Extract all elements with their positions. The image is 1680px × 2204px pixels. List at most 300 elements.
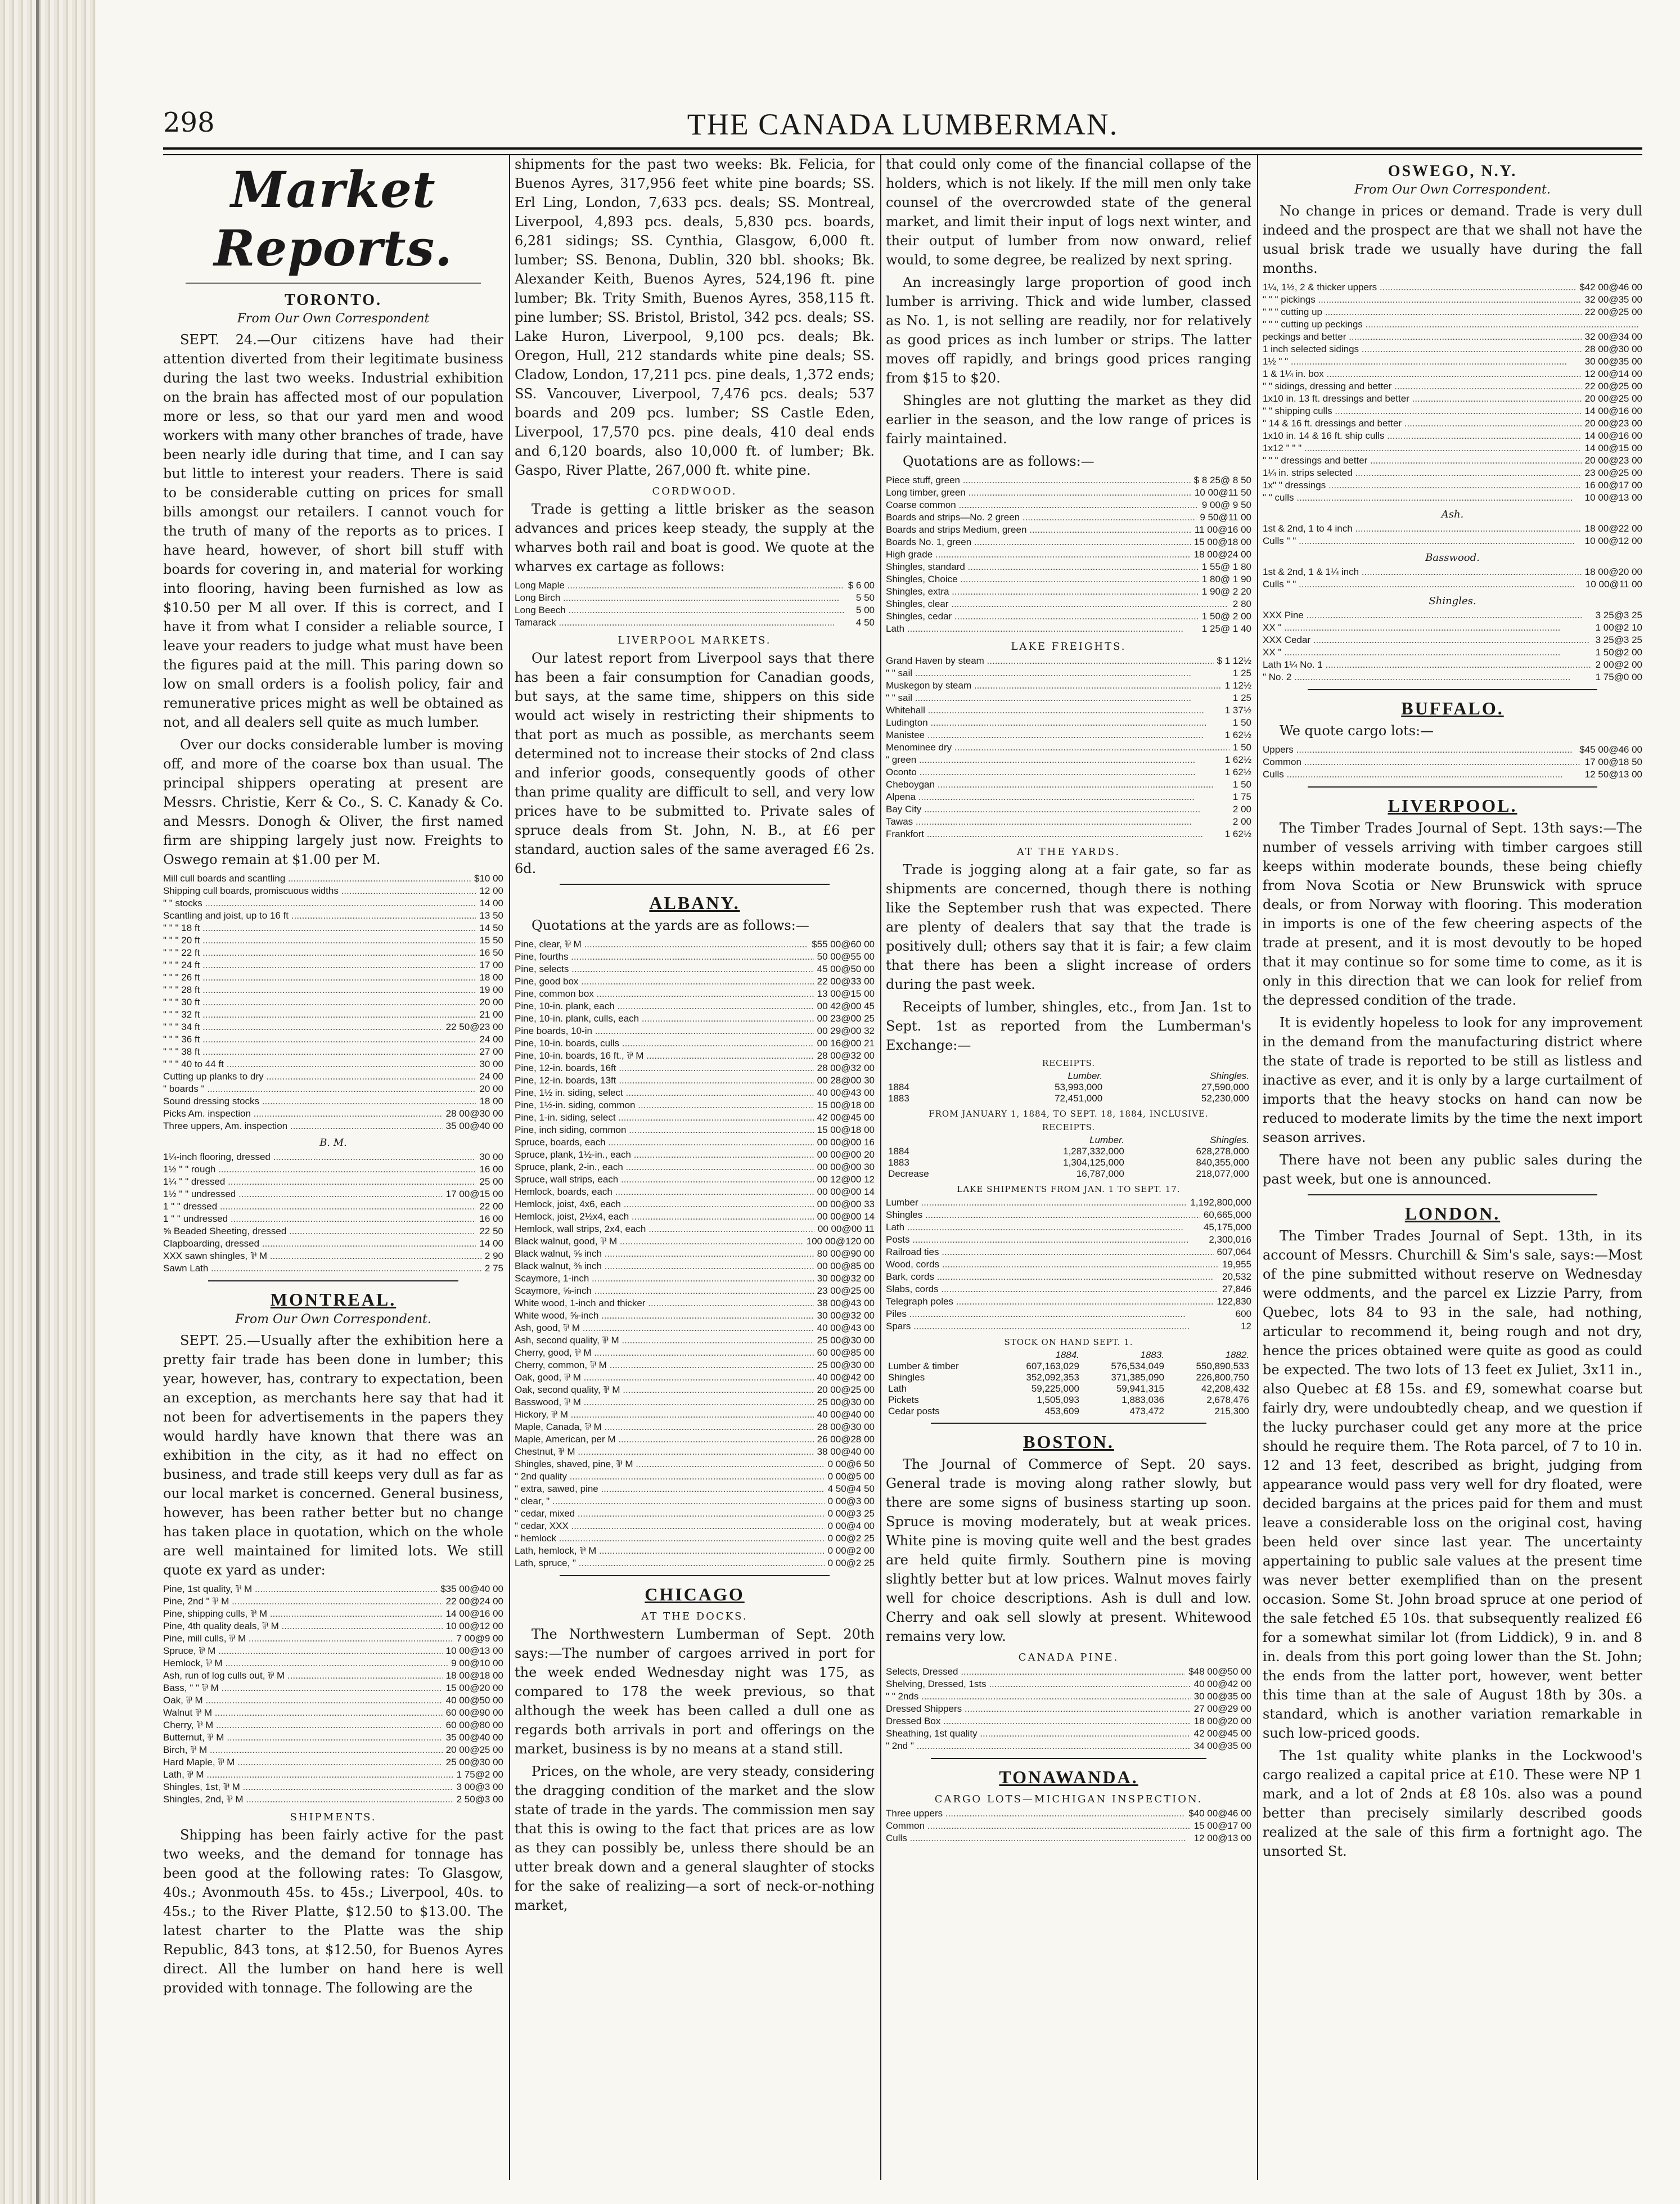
price-label: Posts ..... (886, 1234, 1205, 1246)
price-row (886, 610, 1251, 623)
table-cell: 53,993,000 (1055, 1082, 1103, 1092)
price-value: 13 50 (479, 910, 503, 921)
price-value: 22 00@25 00 (1584, 307, 1642, 317)
price-value: 19 00 (479, 984, 503, 995)
price-value: 30 00@35 00 (1584, 356, 1642, 367)
price-value: 40 00@42 00 (817, 1372, 875, 1383)
price-label: Shingles, Choice ..... (886, 573, 1199, 586)
price-row (515, 1037, 875, 1050)
price-value: 14 50 (479, 923, 503, 933)
price-label: Pine, shipping culls, ⅌ M ..... (163, 1608, 443, 1620)
price-row (515, 1359, 875, 1371)
table-cell: 27,590,000 (1201, 1082, 1249, 1092)
header-rule (163, 147, 1642, 155)
price-row (886, 1197, 1251, 1209)
price-label: Dressed Box ..... (886, 1715, 1191, 1728)
price-row (163, 959, 503, 971)
price-value: 28 00@30 00 (1584, 344, 1642, 354)
price-row (1263, 455, 1642, 467)
price-row (515, 1272, 875, 1285)
london-heading: LONDON. (1404, 1203, 1501, 1224)
price-label: 1¼, 1½, 2 & thicker uppers ..... (1263, 281, 1576, 294)
table-cell: 453,609 (1044, 1406, 1079, 1416)
price-value: 15 00@20 00 (445, 1683, 503, 1693)
column-3 (886, 155, 1251, 2180)
section-rule (186, 282, 481, 284)
albany-price-list (515, 938, 875, 1569)
price-value: 16 00@17 00 (1584, 480, 1642, 491)
price-row (163, 872, 503, 885)
price-label: " " " cutting up ..... (1263, 306, 1582, 318)
price-row (163, 1046, 503, 1058)
price-row (163, 1225, 503, 1238)
price-value: $ 8 25@ 8 50 (1193, 475, 1251, 485)
price-label: Pine, 1½ in. siding, select ..... (515, 1087, 814, 1099)
chicago-heading: CHICAGO (645, 1584, 745, 1604)
price-label: Shingles, 1st, ⅌ M ..... (163, 1781, 453, 1793)
price-value: 27 00 (479, 1046, 503, 1057)
price-label: Picks Am. inspection ..... (163, 1108, 443, 1120)
price-value: $ 1 12½ (1217, 655, 1251, 666)
price-row (515, 1297, 875, 1310)
table-row (886, 1395, 1251, 1406)
price-value: 22 50@23 00 (445, 1022, 503, 1032)
price-row (515, 1446, 875, 1458)
price-value: 1 50 (1232, 742, 1251, 753)
price-label: 1½ " " ..... (1263, 356, 1582, 368)
price-row (515, 1371, 875, 1384)
price-row (886, 704, 1251, 717)
price-row (1263, 578, 1642, 591)
price-label: " " " 24 ft ..... (163, 959, 476, 971)
price-row (515, 963, 875, 975)
price-row (515, 1347, 875, 1359)
price-row (886, 1666, 1251, 1678)
price-value: 14 00 (479, 1238, 503, 1249)
price-label: Cherry, ⅌ M ..... (163, 1719, 443, 1731)
price-row (515, 951, 875, 963)
price-value: 20 00 (479, 1083, 503, 1094)
price-row (163, 971, 503, 984)
price-row (515, 1050, 875, 1062)
price-label: ⅝ Beaded Sheeting, dressed ..... (163, 1225, 476, 1238)
price-row (1263, 281, 1642, 294)
price-row (886, 667, 1251, 680)
ash-label: Ash. (1441, 509, 1464, 520)
price-row (163, 1070, 503, 1083)
price-value: 35 00@40 00 (445, 1732, 503, 1743)
price-value: $48 00@50 00 (1188, 1666, 1251, 1677)
price-row (886, 803, 1251, 816)
price-label: " " " 32 ft ..... (163, 1009, 476, 1021)
table-cell: 628,278,000 (1196, 1146, 1249, 1157)
table-cell: 1884 (888, 1082, 909, 1092)
price-label: Birch, ⅌ M ..... (163, 1744, 443, 1756)
price-label: 1 & 1¼ in. box ..... (1263, 368, 1582, 380)
price-label: " 2nd quality ..... (515, 1470, 825, 1483)
price-label: Tawas ..... (886, 816, 1229, 828)
price-value: 14 00@15 00 (1584, 443, 1642, 453)
price-value: 42 00@45 00 (817, 1112, 875, 1123)
price-label: Selects, Dressed ..... (886, 1666, 1185, 1678)
price-row (886, 680, 1251, 692)
column-header (886, 1070, 958, 1082)
price-value: 00 00@00 14 (817, 1186, 875, 1197)
stock-caption: STOCK ON HAND SEPT. 1. (1004, 1337, 1133, 1347)
price-row (163, 1756, 503, 1769)
price-label: " " " cutting up peckings ..... (1263, 318, 1639, 331)
price-value: 60 00@85 00 (817, 1347, 875, 1358)
oswego-paragraph: No change in prices or demand. Trade is very dull indeed and the prospect are that we shall not have the usual brisk trade we usually have during the fall months. (1263, 203, 1642, 276)
price-row (163, 1793, 503, 1806)
liverpool-markets-paragraph: Our latest report from Liverpool says that there has been a fair consumption for Canadian goods, but says, at the same time, shippers on this side would act wisely in restricting their shipments to that port as much as possible, as merchants seem determined not to increase their stocks of 2nd class and inferior goods, consequently goods of other than prime quality are difficult to sell, and very low prices have to be submitted to. Private sales of spruce deals from St. John, N. B., at £6 per standard, auction sales of the same averaged £6 2s. 6d. (515, 650, 875, 876)
price-value: 22 00@25 00 (1584, 381, 1642, 392)
price-row (886, 692, 1251, 704)
table-header-row (886, 1350, 1251, 1361)
price-value: 9 00@10 00 (451, 1658, 503, 1668)
price-row (515, 1124, 875, 1136)
price-label: Piles ..... (886, 1308, 1232, 1320)
boston-heading: BOSTON. (1023, 1432, 1114, 1452)
price-label: Pine, 12-in. boards, 16ft ..... (515, 1062, 814, 1074)
price-value: 38 00@43 00 (817, 1298, 875, 1308)
price-label: Oak, second quality, ⅌ M ..... (515, 1384, 814, 1396)
table-cell: 576,534,049 (1111, 1361, 1164, 1371)
price-row (1263, 368, 1642, 380)
price-label: " No. 2 ..... (1263, 671, 1592, 683)
section-rule (208, 1280, 458, 1281)
column-2 (515, 155, 875, 2180)
price-label: Pine, mill culls, ⅌ M ..... (163, 1632, 453, 1645)
price-label: Shipping cull boards, promiscuous widths ..... (163, 885, 476, 897)
price-label: 1½ " " rough ..... (163, 1163, 476, 1176)
table-cell: 473,472 (1129, 1406, 1164, 1416)
price-value: 17 00 (479, 960, 503, 970)
price-value: 1 75 (1232, 791, 1251, 802)
price-row (163, 885, 503, 897)
price-value: 1 50 (1232, 717, 1251, 728)
table-cell: 1883 (888, 1157, 909, 1168)
price-label: High grade ..... (886, 548, 1191, 561)
price-row (886, 1703, 1251, 1715)
price-value: $42 00@46 00 (1579, 282, 1642, 293)
price-label: " " " 20 ft ..... (163, 934, 476, 947)
price-label: 1¼-inch flooring, dressed ..... (163, 1151, 476, 1163)
column-rule (880, 155, 881, 2180)
price-row (163, 996, 503, 1009)
price-row (1263, 331, 1642, 343)
price-label: Shingles, cedar ..... (886, 610, 1199, 623)
price-label: Coarse common ..... (886, 499, 1199, 511)
price-value: 23 00@25 00 (817, 1285, 875, 1296)
page-binding (0, 0, 96, 2204)
price-label: Cherry, good, ⅌ M ..... (515, 1347, 814, 1359)
price-row (515, 1433, 875, 1446)
price-row (515, 1421, 875, 1433)
price-label: Lath, hemlock, ⅌ M ..... (515, 1545, 825, 1557)
price-row (1263, 430, 1642, 442)
price-value: $40 00@46 00 (1188, 1808, 1251, 1819)
price-value: 1 25 (1232, 692, 1251, 703)
price-row (515, 1545, 875, 1557)
price-value: 20 00@25 00 (445, 1744, 503, 1755)
price-label: Mill cull boards and scantling ..... (163, 872, 471, 885)
price-label: Oak, good, ⅌ M ..... (515, 1371, 814, 1384)
price-label: " " " pickings ..... (1263, 294, 1582, 306)
price-row (163, 947, 503, 959)
price-row (515, 1557, 875, 1569)
price-row (515, 1211, 875, 1223)
price-label: " " " 30 ft ..... (163, 996, 476, 1009)
price-label: Spruce, wall strips, each ..... (515, 1173, 814, 1186)
price-value: 00 00@00 33 (817, 1199, 875, 1209)
section-rule (931, 1423, 1206, 1424)
price-row (515, 1334, 875, 1347)
price-label: Manistee ..... (886, 729, 1222, 741)
price-row (1263, 479, 1642, 492)
price-row (886, 474, 1251, 487)
price-value: 13 00@15 00 (817, 988, 875, 999)
price-value: 80 00@90 00 (817, 1248, 875, 1259)
price-label: Oak, ⅌ M ..... (163, 1694, 443, 1707)
price-label: Hemlock, boards, each ..... (515, 1186, 814, 1198)
price-row (515, 1260, 875, 1272)
binding-line (36, 0, 39, 2204)
price-value: $55 00@60 00 (812, 939, 875, 950)
price-label: White wood, ⅝-inch ..... (515, 1310, 814, 1322)
table-cell: 352,092,353 (1026, 1372, 1079, 1383)
price-value: $10 00 (474, 873, 503, 884)
price-row (1263, 535, 1642, 547)
price-row (1263, 294, 1642, 306)
toronto-byline: From Our Own Correspondent (237, 312, 430, 326)
price-value: 1 37½ (1224, 705, 1251, 716)
price-value: 20 00 (479, 997, 503, 1007)
price-row (886, 623, 1251, 635)
lake-freights-heading: LAKE FREIGHTS. (1011, 641, 1127, 653)
stock-table (886, 1350, 1251, 1417)
price-row (163, 984, 503, 996)
price-row (886, 1271, 1251, 1283)
receipts2-heading: RECEIPTS. (1042, 1122, 1096, 1132)
price-value: 5 00 (855, 605, 875, 615)
chicago-paragraph: Shingles are not glutting the market as they did earlier in the season, and the low range of prices is fairly maintained. (886, 393, 1251, 447)
table-cell: 1883 (888, 1093, 909, 1104)
price-label: Lumber ..... (886, 1197, 1187, 1209)
liverpool-paragraph: The Timber Trades Journal of Sept. 13th says:—The number of vessels arriving with timber cargoes still keeps within moderate bounds, these being chiefly from Nova Scotia or New Brunswick with spruce deals, or from Norway with flooring. This moderation in imports is one of the few cheering aspects of the trade at present, and it is most devoutly to be hoped that it may continue so for some time to come, as it is only in this direction that we can look for relief from the depressed condition of the trade. (1263, 820, 1642, 1008)
yards-paragraph: Trade is jogging along at a fair gate, so far as shipments are concerned, though there is nothing like the September rush that was expected. There are plenty of dealers that say that the trade is positively dull; others say that it is fair; a few claim that there has been a slight increase of orders during the past week. (886, 862, 1251, 992)
price-value: 9 00@ 9 50 (1201, 500, 1251, 510)
price-value: 35 00@40 00 (445, 1121, 503, 1131)
price-row (515, 592, 875, 604)
price-value: 1 62½ (1224, 829, 1251, 839)
chicago-quotes-intro: Quotations are as follows:— (903, 453, 1095, 469)
price-row (515, 617, 875, 629)
price-label: Culls ..... (1263, 768, 1582, 781)
price-label: Three uppers, Am. inspection ..... (163, 1120, 443, 1132)
price-label: Ash, good, ⅌ M ..... (515, 1322, 814, 1334)
price-label: Long timber, green ..... (886, 487, 1191, 499)
price-value: 16 50 (479, 947, 503, 958)
price-row (515, 1161, 875, 1173)
price-value: 2,300,016 (1209, 1234, 1251, 1245)
price-value: 60,665,000 (1203, 1209, 1251, 1220)
price-label: Pine, 1st quality, ⅌ M ..... (163, 1583, 437, 1595)
price-row (1263, 744, 1642, 756)
price-row (886, 655, 1251, 667)
price-label: Hickory, ⅌ M ..... (515, 1409, 814, 1421)
price-value: 1 75@2 00 (456, 1769, 503, 1780)
price-value: $ 6 00 (848, 580, 875, 591)
price-label: Basswood, ⅌ M ..... (515, 1396, 814, 1409)
toronto-flooring-price-list (163, 1151, 503, 1275)
column-header: 1884. (1055, 1350, 1079, 1360)
price-value: 00 28@00 30 (817, 1075, 875, 1086)
price-label: Shingles, standard ..... (886, 561, 1199, 573)
price-label: XXX sawn shingles, ⅌ M ..... (163, 1250, 481, 1262)
price-value: 20 00@23 00 (1584, 455, 1642, 466)
price-label: " " " 26 ft ..... (163, 971, 476, 984)
price-label: 1¼ " " dressed ..... (163, 1176, 476, 1188)
price-row (163, 1645, 503, 1657)
price-value: 100 00@120 00 (806, 1236, 875, 1247)
price-value: 00 00@00 14 (817, 1211, 875, 1222)
price-row (886, 573, 1251, 586)
oswego-basswood-list (1263, 566, 1642, 591)
price-row (886, 729, 1251, 741)
price-label: " " 2nds ..... (886, 1690, 1191, 1703)
price-value: 28 00@30 00 (817, 1422, 875, 1432)
tonawanda-price-list (886, 1807, 1251, 1845)
price-row (515, 1013, 875, 1025)
price-row (163, 922, 503, 934)
price-value: 18 00@24 00 (1193, 549, 1251, 560)
price-label: 1x12 " " " ..... (1263, 442, 1582, 455)
price-label: Frankfort ..... (886, 828, 1222, 840)
price-label: Maple, American, per M ..... (515, 1433, 814, 1446)
price-label: " " " 18 ft ..... (163, 922, 476, 934)
receipts-heading: RECEIPTS. (1042, 1058, 1096, 1068)
price-row (886, 1283, 1251, 1296)
price-row (515, 1458, 875, 1470)
price-value: 00 00@00 30 (817, 1162, 875, 1172)
price-row (163, 1670, 503, 1682)
price-label: Shingles ..... (886, 1209, 1200, 1221)
price-row (886, 1296, 1251, 1308)
table-cell: 550,890,533 (1196, 1361, 1249, 1371)
price-row (886, 1221, 1251, 1234)
price-value: 2 75 (484, 1263, 503, 1274)
price-row (515, 604, 875, 617)
price-label: Lath ..... (886, 623, 1199, 635)
price-label: Pine, 4th quality deals, ⅌ M ..... (163, 1620, 443, 1632)
bm-label: B. M. (319, 1137, 347, 1149)
price-label: Pine, fourths ..... (515, 951, 814, 963)
price-value: 2 90 (484, 1251, 503, 1261)
price-row (1263, 306, 1642, 318)
price-label: XXX Cedar ..... (1263, 634, 1592, 646)
price-label: " " shipping culls ..... (1263, 405, 1582, 417)
price-row (163, 1707, 503, 1719)
price-value: $45 00@46 00 (1579, 744, 1642, 755)
price-row (886, 1320, 1251, 1333)
price-value: 27 00@29 00 (1193, 1703, 1251, 1714)
price-value: 17 00@15 00 (445, 1189, 503, 1199)
tonawanda-heading: TONAWANDA. (999, 1767, 1138, 1787)
price-label: Hemlock, ⅌ M ..... (163, 1657, 448, 1670)
oswego-byline: From Our Own Correspondent. (1354, 183, 1551, 197)
price-value: 11 00@16 00 (1194, 524, 1251, 535)
price-value: 0 00@3 00 (827, 1496, 875, 1506)
price-label: Pine, clear, ⅌ M ..... (515, 938, 808, 951)
price-value: 40 00@43 00 (817, 1087, 875, 1098)
price-value: 15 00@18 00 (817, 1125, 875, 1135)
price-label: Black walnut, ⅝ inch ..... (515, 1248, 814, 1260)
price-row (1263, 659, 1642, 671)
price-value: 50 00@55 00 (817, 951, 875, 962)
albany-heading: ALBANY. (649, 893, 740, 913)
table-cell: 607,163,029 (1026, 1361, 1079, 1371)
price-value: 14 00@16 00 (445, 1608, 503, 1619)
price-label: 1x" " dressings ..... (1263, 479, 1582, 492)
table-cell: Cedar posts (888, 1406, 940, 1416)
price-label: Pine boards, 10-in ..... (515, 1025, 814, 1037)
price-value: 20 00@25 00 (817, 1384, 875, 1395)
price-value: 40 00@42 00 (1193, 1679, 1251, 1689)
price-label: Pine, 1½-in. siding, common ..... (515, 1099, 814, 1112)
price-label: Alpena ..... (886, 791, 1229, 803)
price-row (1263, 634, 1642, 646)
price-row (163, 1151, 503, 1163)
liverpool-paragraph: It is evidently hopeless to look for any improvement in the demand from the manufacturing district where the state of trade is reported to be still as listless and inactive as ever, and it is only by a large curtailment of imports that the heavy stocks on hand can now be reduced to moderate limits by the time the next import season arrives. (1263, 1015, 1642, 1145)
price-value: 18 00 (479, 1096, 503, 1107)
price-row (1263, 671, 1642, 683)
table-cell: 226,800,750 (1196, 1372, 1249, 1383)
table-cell: Shingles (888, 1372, 925, 1383)
price-row (1263, 417, 1642, 430)
price-label: Scantling and joist, up to 16 ft ..... (163, 910, 476, 922)
price-row (515, 1198, 875, 1211)
price-label: Pine, 12-in. boards, 13ft ..... (515, 1074, 814, 1087)
price-value: 18 00@18 00 (445, 1670, 503, 1681)
price-row (163, 1108, 503, 1120)
price-value: 0 00@2 25 (827, 1558, 875, 1568)
table-cell: 52,230,000 (1201, 1093, 1249, 1104)
price-label: " " stocks ..... (163, 897, 476, 910)
price-label: Ash, second quality, ⅌ M ..... (515, 1334, 814, 1347)
price-value: 38 00@40 00 (817, 1446, 875, 1457)
price-row (515, 1099, 875, 1112)
toronto-price-list (163, 872, 503, 1132)
price-label: " boards " ..... (163, 1083, 476, 1095)
price-label: Spruce, plank, 2-in., each ..... (515, 1161, 814, 1173)
price-row (163, 1781, 503, 1793)
lake-shipments-caption: LAKE SHIPMENTS FROM JAN. 1 TO SEPT. 17. (957, 1184, 1181, 1194)
price-label: Muskegon by steam ..... (886, 680, 1222, 692)
chicago-paragraph: An increasingly large proportion of good inch lumber is arriving. Thick and wide lumber, classed as No. 1, is not selling are readily, nor for relatively as good prices as inch lumber or strips. The latter moves off rapidly, and brings good prices ranging from $15 to $20. (886, 275, 1251, 386)
price-value: 27,846 (1222, 1284, 1251, 1294)
section-rule (560, 1575, 830, 1576)
price-value: 0 00@2 00 (827, 1545, 875, 1556)
price-label: Pine, 10-in. boards, culls ..... (515, 1037, 814, 1050)
price-label: Pine, 2nd " ⅌ M ..... (163, 1595, 443, 1608)
price-row (886, 717, 1251, 729)
table-row (886, 1082, 1251, 1093)
boston-paragraph: The Journal of Commerce of Sept. 20 says. General trade is moving along rather slowly, but there are some signs of business starting up soon. Spruce is moving moderately, but at weak prices. White pine is moving quite well and the best grades are held quite firmly. Southern pine is moving slightly better but at low prices. Walnut moves fairly well for choice descriptions. Ash is dull and low. Cherry and oak sell slowly at present. Whitewood remains very low. (886, 1456, 1251, 1644)
price-label: Grand Haven by steam ..... (886, 655, 1214, 667)
price-value: 16 00 (479, 1213, 503, 1224)
price-value: 5 50 (855, 592, 875, 603)
